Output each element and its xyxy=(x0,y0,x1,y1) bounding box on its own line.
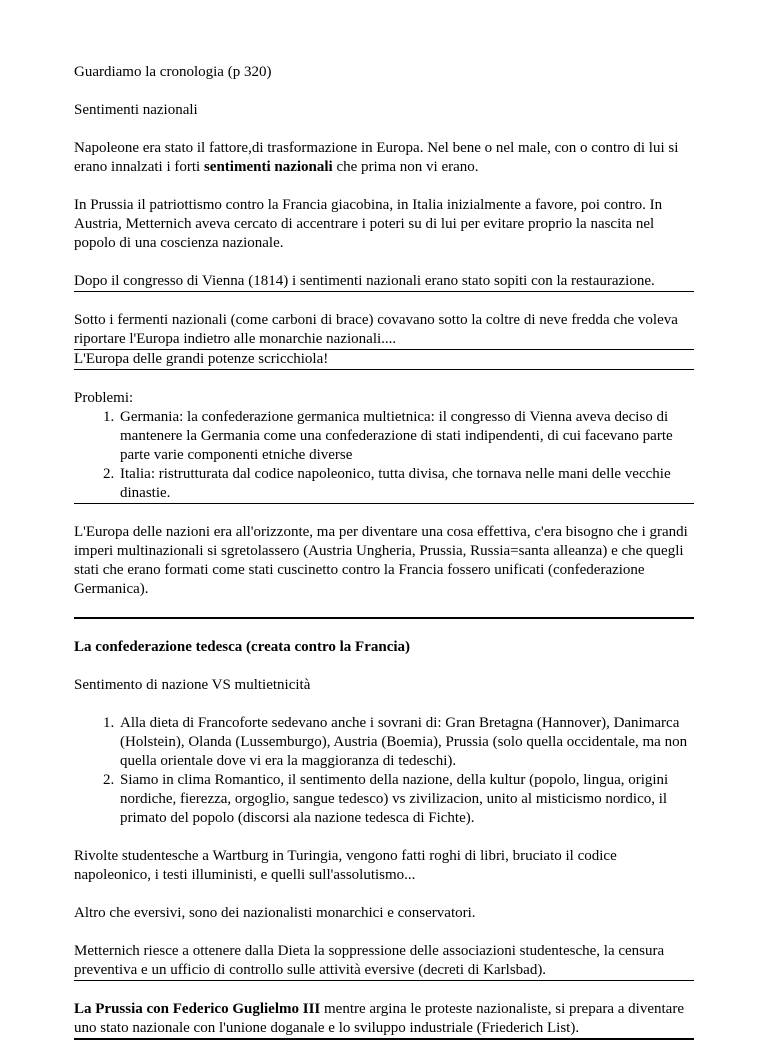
problems-block xyxy=(74,389,694,504)
intro-line: Guardiamo la cronologia (p 320) xyxy=(74,64,272,80)
problems-title: Problemi: xyxy=(74,390,134,406)
paragraph-nazioni: L'Europa delle nazioni era all'orizzonte, ma per diventare una cosa effettiva, c'era bisogno che i grandi imperi multinazionali si sgretolassero (Austria Ungheria, Prussia, Russia=santa alleanza) e che quegli stati che erano formati come stati cuscinetto contro la Francia fossero unificati (confederazione Germanica). xyxy=(74,524,688,597)
section-heading: La confederazione tedesca (creata contro la Francia) xyxy=(74,639,411,655)
list-item: 2. Italia: ristrutturata dal codice napoleonico, tutta divisa, che tornava nelle mani delle vecchie dinastie. xyxy=(118,465,694,503)
problems-list xyxy=(74,408,694,503)
list-item: 2. Siamo in clima Romantico, il sentimento della nazione, della kultur (popolo, lingua, origini nordiche, fierezza, orgoglio, sangue tedesco) vs zivilizacion, unito al misticismo nordico, il primato del popolo (discorsi ala nazione tedesca di Fichte). xyxy=(118,771,694,828)
bold-term: sentimenti nazionali xyxy=(203,159,333,175)
paragraph-vienna: Dopo il congresso di Vienna (1814) i sentimenti nazionali erano stato sopiti con la restaurazione. xyxy=(74,272,694,292)
paragraph-prussia: In Prussia il patriottismo contro la Francia giacobina, in Italia inizialmente a favore, poi contro. In Austria, Metternich aveva cercato di accentrare i poteri su di lui per evitare proprio la nascita nel popolo di una coscienza nazionale. xyxy=(74,197,663,251)
bold-lead: La Prussia con Federico Guglielmo III xyxy=(74,1001,321,1017)
paragraph-eversivi: Altro che eversivi, sono dei nazionalisti monarchici e conservatori. xyxy=(74,905,476,921)
section-label: Sentimenti nazionali xyxy=(74,102,198,118)
paragraph-wartburg: Rivolte studentesche a Wartburg in Turingia, vengono fatti roghi di libri, bruciato il codice napoleonico, i testi illuministi, e quelli sull'assolutismo... xyxy=(74,848,617,883)
paragraph-federico: La Prussia con Federico Guglielmo III mentre argina le proteste nazionaliste, si prepara a diventare uno stato nazionale con l'unione doganale e lo sviluppo industriale (Friederich List). xyxy=(74,1000,694,1040)
paragraph-fermenti: Sotto i fermenti nazionali (come carboni di brace) covavano sotto la coltre di neve fredda che voleva riportare l'Europa indietro alle monarchie nazionali.... xyxy=(74,311,694,350)
paragraph-karlsbad: Metternich riesce a ottenere dalla Dieta la soppressione delle associazioni studentesche, la censura preventiva e un ufficio di controllo sulle attività eversive (decreti di Karlsbad). xyxy=(74,942,694,981)
dieta-list xyxy=(74,714,694,828)
paragraph-potenze: L'Europa delle grandi potenze scricchiola! xyxy=(74,350,694,370)
paragraph-napoleone: Napoleone era stato il fattore,di trasformazione in Europa. Nel bene o nel male, con o contro di lui si erano innalzati i forti sentimenti nazionali che prima non vi erano. xyxy=(74,140,679,175)
list-item: 1. Germania: la confederazione germanica multietnica: il congresso di Vienna aveva deciso di mantenere la Germania come una confederazione di stati indipendenti, di cui facevano parte parte varie componenti etniche diverse xyxy=(118,408,694,465)
list-item: 1. Alla dieta di Francoforte sedevano anche i sovrani di: Gran Bretagna (Hannover), Danimarca (Holstein), Olanda (Lussemburgo), Austria (Boemia), Prussia (solo quella occidentale, ma non quella orientale dove vi era la maggioranza di tedeschi). xyxy=(118,714,694,771)
paragraph-sentimento: Sentimento di nazione VS multietnicità xyxy=(74,677,311,693)
